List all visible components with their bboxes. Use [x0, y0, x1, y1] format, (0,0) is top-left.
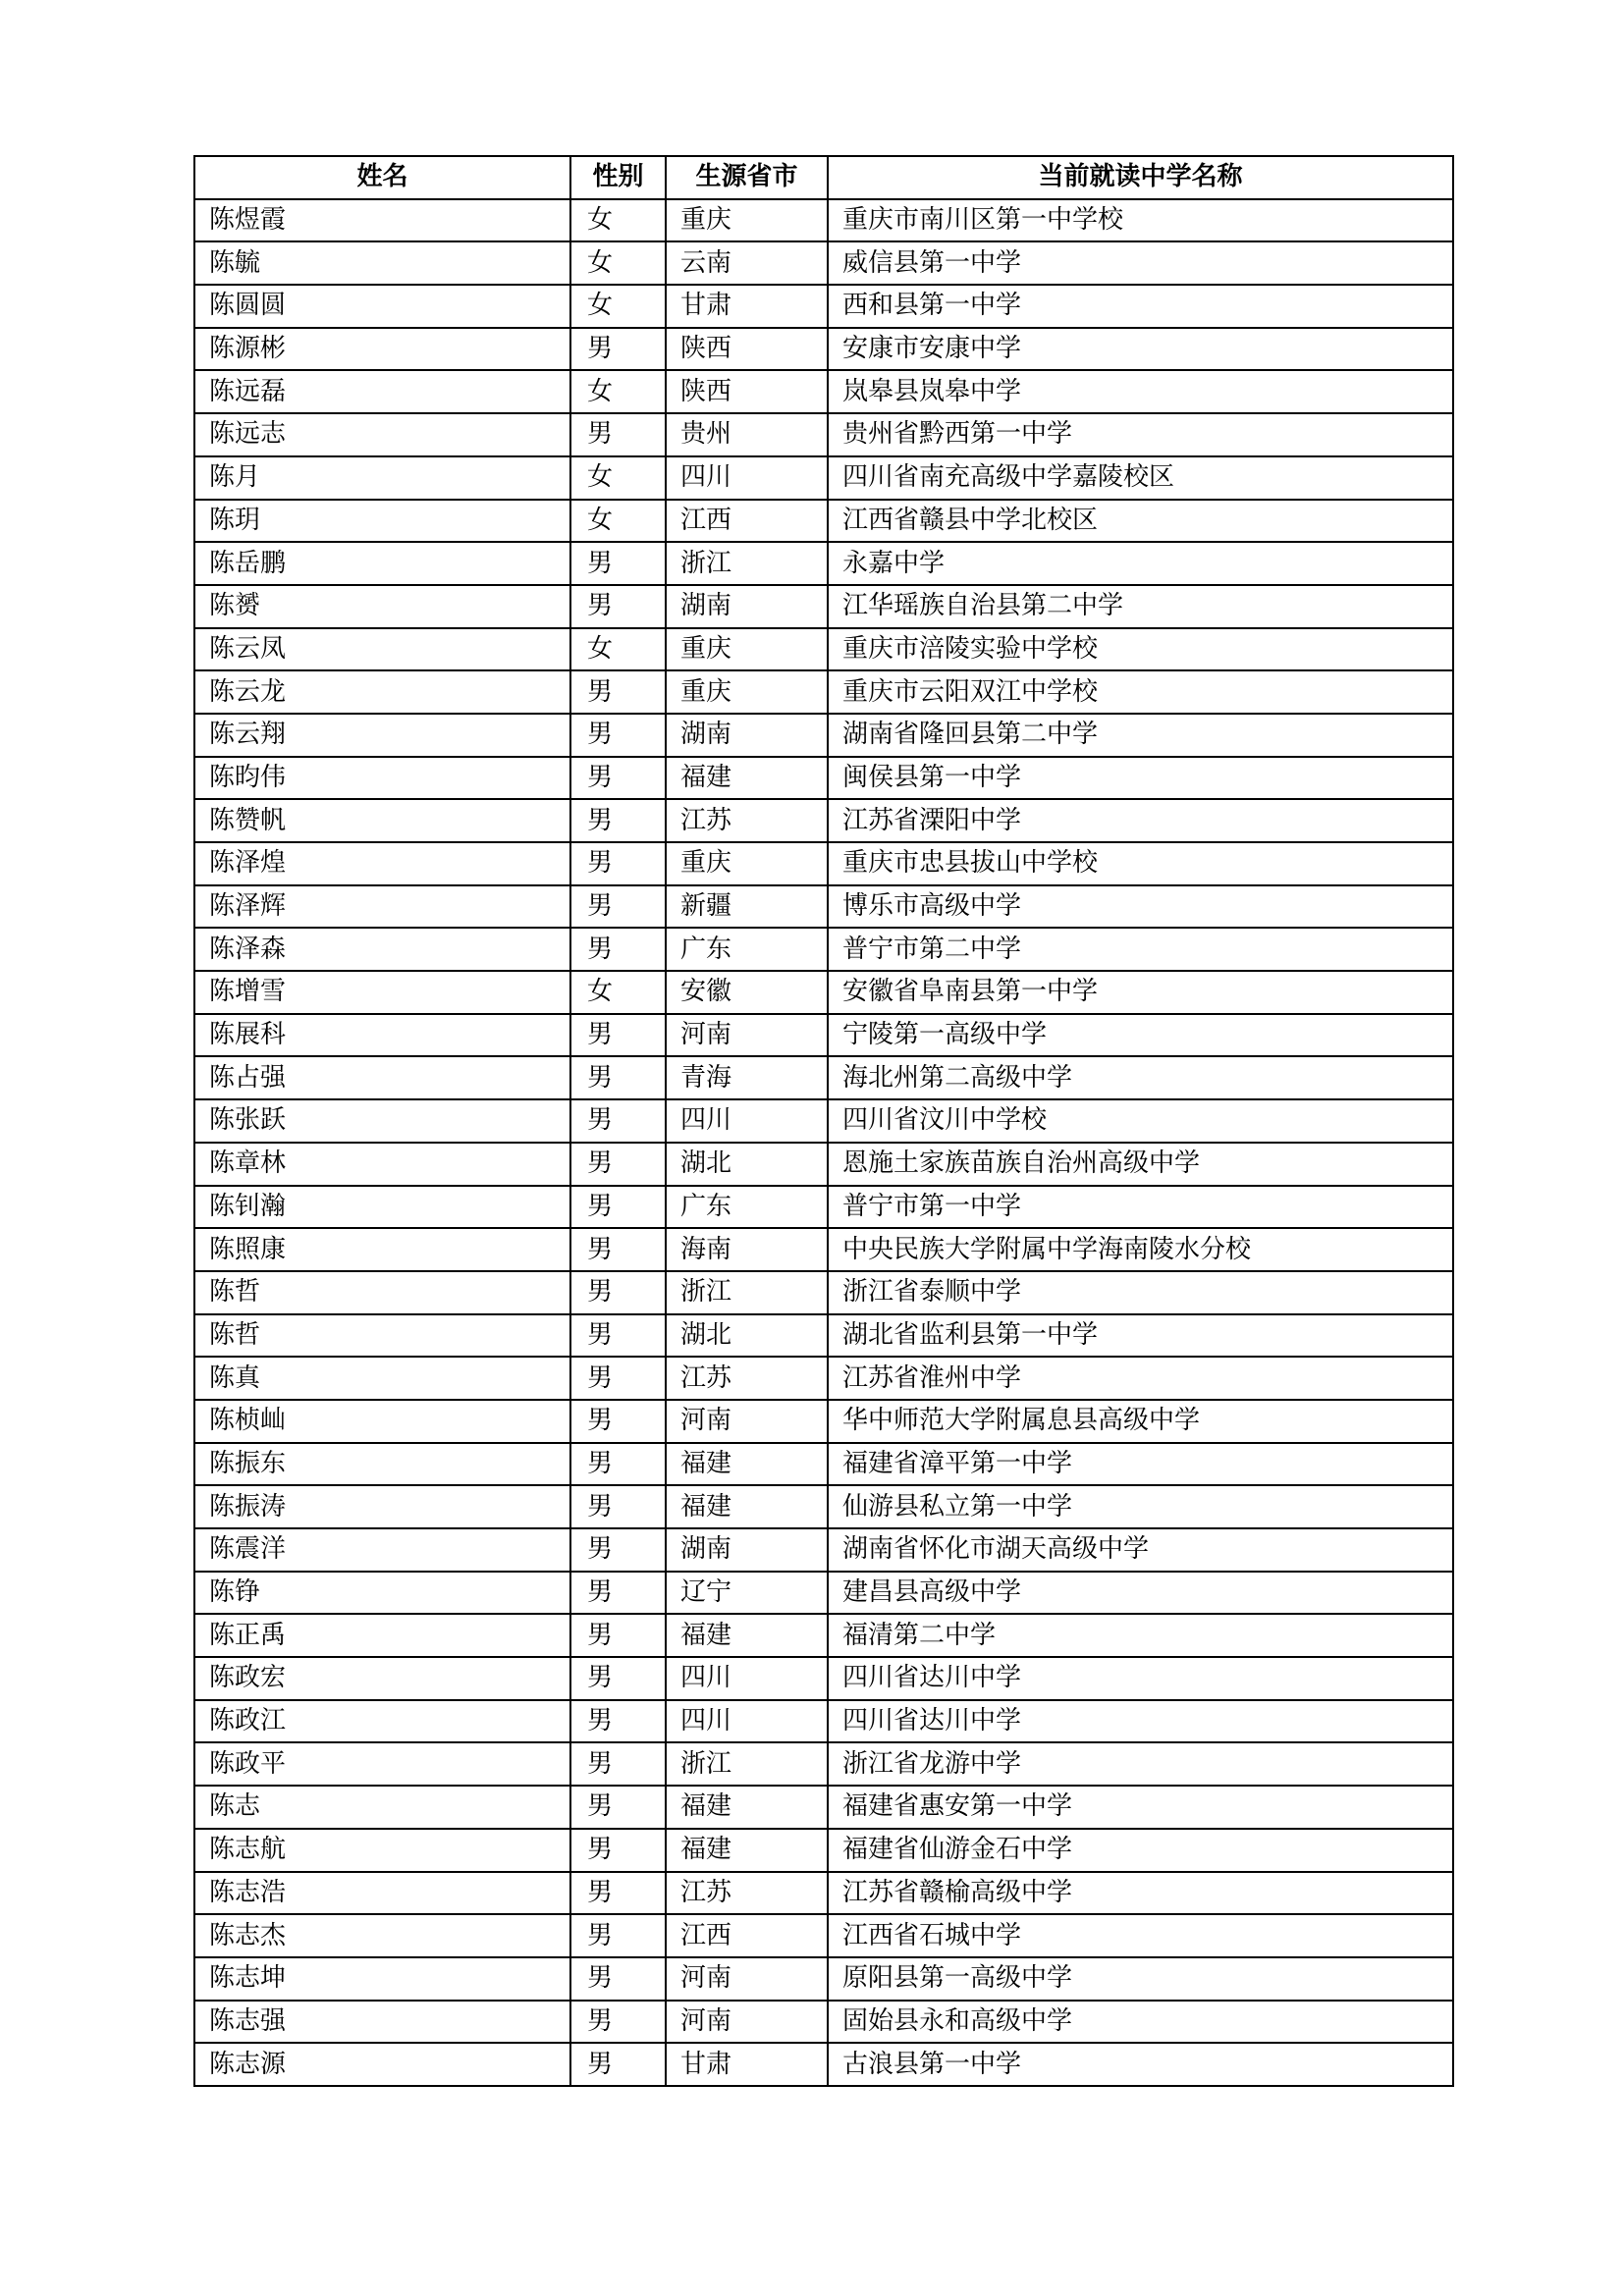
- cell-name: 陈振涛: [194, 1485, 570, 1528]
- cell-current-school: 博乐市高级中学: [828, 885, 1453, 929]
- cell-origin-province: 江西: [666, 1914, 828, 1957]
- cell-origin-province: 湖北: [666, 1143, 828, 1186]
- cell-current-school: 宁陵第一高级中学: [828, 1014, 1453, 1057]
- cell-gender: 男: [570, 1014, 666, 1057]
- cell-origin-province: 浙江: [666, 1271, 828, 1314]
- table-row: [194, 1614, 1453, 1657]
- cell-current-school: 江苏省赣榆高级中学: [828, 1872, 1453, 1915]
- cell-gender: 男: [570, 1914, 666, 1957]
- cell-name: 陈增雪: [194, 971, 570, 1014]
- cell-name: 陈展科: [194, 1014, 570, 1057]
- table-row: [194, 542, 1453, 585]
- table-row: [194, 370, 1453, 413]
- table-row: [194, 1186, 1453, 1229]
- cell-origin-province: 陕西: [666, 328, 828, 371]
- cell-origin-province: 辽宁: [666, 1572, 828, 1615]
- cell-origin-province: 河南: [666, 1400, 828, 1443]
- cell-name: 陈志: [194, 1786, 570, 1829]
- cell-origin-province: 四川: [666, 1700, 828, 1743]
- table-row: [194, 456, 1453, 500]
- cell-gender: 男: [570, 1228, 666, 1271]
- cell-origin-province: 江苏: [666, 1872, 828, 1915]
- cell-name: 陈张跃: [194, 1099, 570, 1143]
- cell-name: 陈泽辉: [194, 885, 570, 929]
- cell-gender: 男: [570, 1314, 666, 1358]
- table-row: [194, 1400, 1453, 1443]
- cell-name: 陈振东: [194, 1443, 570, 1486]
- cell-gender: 男: [570, 757, 666, 800]
- cell-gender: 男: [570, 670, 666, 714]
- cell-gender: 男: [570, 2043, 666, 2086]
- cell-name: 陈玥: [194, 500, 570, 543]
- cell-origin-province: 云南: [666, 241, 828, 285]
- cell-origin-province: 广东: [666, 1186, 828, 1229]
- cell-gender: 女: [570, 971, 666, 1014]
- cell-current-school: 恩施土家族苗族自治州高级中学: [828, 1143, 1453, 1186]
- table-row: [194, 413, 1453, 456]
- cell-origin-province: 海南: [666, 1228, 828, 1271]
- cell-current-school: 福建省漳平第一中学: [828, 1443, 1453, 1486]
- cell-current-school: 海北州第二高级中学: [828, 1056, 1453, 1099]
- cell-current-school: 江西省赣县中学北校区: [828, 500, 1453, 543]
- cell-name: 陈志航: [194, 1829, 570, 1872]
- table-row: [194, 1786, 1453, 1829]
- table-row: [194, 2001, 1453, 2044]
- cell-gender: 男: [570, 328, 666, 371]
- cell-gender: 女: [570, 199, 666, 242]
- cell-origin-province: 重庆: [666, 199, 828, 242]
- cell-current-school: 闽侯县第一中学: [828, 757, 1453, 800]
- cell-gender: 男: [570, 1143, 666, 1186]
- table-row: [194, 1228, 1453, 1271]
- cell-name: 陈岳鹏: [194, 542, 570, 585]
- cell-gender: 男: [570, 1056, 666, 1099]
- table-row: [194, 1099, 1453, 1143]
- cell-name: 陈政平: [194, 1742, 570, 1786]
- table-row: [194, 1528, 1453, 1572]
- table-row: [194, 1914, 1453, 1957]
- cell-name: 陈圆圆: [194, 285, 570, 328]
- table-row: [194, 500, 1453, 543]
- cell-gender: 男: [570, 714, 666, 757]
- cell-name: 陈哲: [194, 1314, 570, 1358]
- cell-gender: 男: [570, 1443, 666, 1486]
- table-row: [194, 328, 1453, 371]
- cell-name: 陈真: [194, 1357, 570, 1400]
- cell-current-school: 贵州省黔西第一中学: [828, 413, 1453, 456]
- cell-name: 陈志强: [194, 2001, 570, 2044]
- header-name: 姓名: [194, 156, 570, 199]
- student-roster-table: [193, 155, 1454, 2087]
- cell-gender: 男: [570, 885, 666, 929]
- table-row: [194, 1014, 1453, 1057]
- cell-current-school: 威信县第一中学: [828, 241, 1453, 285]
- cell-current-school: 西和县第一中学: [828, 285, 1453, 328]
- cell-gender: 男: [570, 1829, 666, 1872]
- cell-current-school: 固始县永和高级中学: [828, 2001, 1453, 2044]
- cell-current-school: 江苏省溧阳中学: [828, 799, 1453, 842]
- cell-name: 陈照康: [194, 1228, 570, 1271]
- table-row: [194, 1271, 1453, 1314]
- cell-origin-province: 江苏: [666, 1357, 828, 1400]
- cell-current-school: 永嘉中学: [828, 542, 1453, 585]
- cell-origin-province: 江苏: [666, 799, 828, 842]
- header-gender: 性别: [570, 156, 666, 199]
- cell-current-school: 四川省达川中学: [828, 1700, 1453, 1743]
- cell-gender: 男: [570, 1786, 666, 1829]
- cell-name: 陈云翔: [194, 714, 570, 757]
- cell-gender: 男: [570, 1357, 666, 1400]
- cell-current-school: 原阳县第一高级中学: [828, 1957, 1453, 2001]
- cell-current-school: 浙江省泰顺中学: [828, 1271, 1453, 1314]
- cell-name: 陈铮: [194, 1572, 570, 1615]
- cell-current-school: 普宁市第一中学: [828, 1186, 1453, 1229]
- cell-origin-province: 江西: [666, 500, 828, 543]
- cell-origin-province: 新疆: [666, 885, 828, 929]
- table-row: [194, 1742, 1453, 1786]
- cell-gender: 女: [570, 628, 666, 671]
- cell-current-school: 重庆市忠县拔山中学校: [828, 842, 1453, 885]
- cell-current-school: 福建省惠安第一中学: [828, 1786, 1453, 1829]
- table-row: [194, 1957, 1453, 2001]
- table-row: [194, 1143, 1453, 1186]
- cell-origin-province: 重庆: [666, 670, 828, 714]
- cell-name: 陈泽煌: [194, 842, 570, 885]
- cell-origin-province: 陕西: [666, 370, 828, 413]
- cell-name: 陈志源: [194, 2043, 570, 2086]
- cell-current-school: 福清第二中学: [828, 1614, 1453, 1657]
- cell-gender: 男: [570, 1271, 666, 1314]
- cell-name: 陈政宏: [194, 1657, 570, 1700]
- table-row: [194, 285, 1453, 328]
- cell-current-school: 安康市安康中学: [828, 328, 1453, 371]
- header-origin-province: 生源省市: [666, 156, 828, 199]
- table-row: [194, 1485, 1453, 1528]
- cell-origin-province: 甘肃: [666, 2043, 828, 2086]
- table-row: [194, 585, 1453, 628]
- cell-origin-province: 福建: [666, 757, 828, 800]
- cell-name: 陈源彬: [194, 328, 570, 371]
- table-row: [194, 628, 1453, 671]
- cell-name: 陈云龙: [194, 670, 570, 714]
- table-row: [194, 885, 1453, 929]
- cell-origin-province: 贵州: [666, 413, 828, 456]
- cell-name: 陈章林: [194, 1143, 570, 1186]
- cell-gender: 男: [570, 1572, 666, 1615]
- cell-current-school: 重庆市南川区第一中学校: [828, 199, 1453, 242]
- cell-current-school: 湖北省监利县第一中学: [828, 1314, 1453, 1358]
- cell-gender: 女: [570, 500, 666, 543]
- cell-name: 陈昀伟: [194, 757, 570, 800]
- cell-name: 陈毓: [194, 241, 570, 285]
- cell-name: 陈钊瀚: [194, 1186, 570, 1229]
- cell-name: 陈志坤: [194, 1957, 570, 2001]
- cell-gender: 男: [570, 2001, 666, 2044]
- table-row: [194, 928, 1453, 971]
- cell-current-school: 江西省石城中学: [828, 1914, 1453, 1957]
- cell-current-school: 重庆市涪陵实验中学校: [828, 628, 1453, 671]
- cell-gender: 女: [570, 241, 666, 285]
- cell-origin-province: 甘肃: [666, 285, 828, 328]
- cell-gender: 男: [570, 1742, 666, 1786]
- cell-gender: 男: [570, 1872, 666, 1915]
- cell-gender: 男: [570, 928, 666, 971]
- cell-origin-province: 四川: [666, 1657, 828, 1700]
- table-row: [194, 1700, 1453, 1743]
- cell-gender: 男: [570, 542, 666, 585]
- cell-origin-province: 四川: [666, 1099, 828, 1143]
- cell-origin-province: 湖南: [666, 585, 828, 628]
- cell-origin-province: 福建: [666, 1786, 828, 1829]
- cell-origin-province: 湖北: [666, 1314, 828, 1358]
- cell-current-school: 岚皋县岚皋中学: [828, 370, 1453, 413]
- header-current-school: 当前就读中学名称: [828, 156, 1453, 199]
- cell-origin-province: 福建: [666, 1443, 828, 1486]
- table-row: [194, 199, 1453, 242]
- cell-name: 陈占强: [194, 1056, 570, 1099]
- cell-name: 陈政江: [194, 1700, 570, 1743]
- cell-name: 陈煜霞: [194, 199, 570, 242]
- cell-current-school: 四川省达川中学: [828, 1657, 1453, 1700]
- cell-origin-province: 浙江: [666, 542, 828, 585]
- cell-origin-province: 河南: [666, 1957, 828, 2001]
- cell-gender: 男: [570, 1700, 666, 1743]
- cell-origin-province: 福建: [666, 1614, 828, 1657]
- table-row: [194, 1657, 1453, 1700]
- cell-name: 陈云凤: [194, 628, 570, 671]
- cell-gender: 男: [570, 1657, 666, 1700]
- table-header-row: [194, 156, 1453, 199]
- cell-gender: 女: [570, 456, 666, 500]
- cell-origin-province: 河南: [666, 1014, 828, 1057]
- cell-origin-province: 湖南: [666, 1528, 828, 1572]
- cell-gender: 女: [570, 285, 666, 328]
- table-row: [194, 1056, 1453, 1099]
- cell-current-school: 浙江省龙游中学: [828, 1742, 1453, 1786]
- table-row: [194, 842, 1453, 885]
- cell-gender: 男: [570, 413, 666, 456]
- table-body: [194, 199, 1453, 2086]
- cell-name: 陈远磊: [194, 370, 570, 413]
- cell-gender: 男: [570, 1614, 666, 1657]
- table-row: [194, 1572, 1453, 1615]
- cell-current-school: 江华瑶族自治县第二中学: [828, 585, 1453, 628]
- table-row: [194, 241, 1453, 285]
- cell-gender: 男: [570, 585, 666, 628]
- cell-name: 陈泽森: [194, 928, 570, 971]
- cell-current-school: 华中师范大学附属息县高级中学: [828, 1400, 1453, 1443]
- cell-name: 陈正禹: [194, 1614, 570, 1657]
- table-row: [194, 1314, 1453, 1358]
- cell-gender: 女: [570, 370, 666, 413]
- table-row: [194, 1443, 1453, 1486]
- cell-origin-province: 湖南: [666, 714, 828, 757]
- cell-origin-province: 重庆: [666, 628, 828, 671]
- table-row: [194, 714, 1453, 757]
- cell-name: 陈志杰: [194, 1914, 570, 1957]
- cell-gender: 男: [570, 799, 666, 842]
- cell-name: 陈赞帆: [194, 799, 570, 842]
- cell-gender: 男: [570, 1528, 666, 1572]
- cell-gender: 男: [570, 1957, 666, 2001]
- cell-gender: 男: [570, 1485, 666, 1528]
- table-row: [194, 799, 1453, 842]
- cell-origin-province: 安徽: [666, 971, 828, 1014]
- cell-name: 陈志浩: [194, 1872, 570, 1915]
- cell-current-school: 福建省仙游金石中学: [828, 1829, 1453, 1872]
- cell-name: 陈赟: [194, 585, 570, 628]
- cell-gender: 男: [570, 842, 666, 885]
- cell-origin-province: 福建: [666, 1829, 828, 1872]
- cell-name: 陈月: [194, 456, 570, 500]
- table-row: [194, 1872, 1453, 1915]
- cell-name: 陈哲: [194, 1271, 570, 1314]
- cell-current-school: 古浪县第一中学: [828, 2043, 1453, 2086]
- table-row: [194, 1829, 1453, 1872]
- cell-origin-province: 重庆: [666, 842, 828, 885]
- cell-origin-province: 四川: [666, 456, 828, 500]
- cell-name: 陈桢屾: [194, 1400, 570, 1443]
- cell-current-school: 四川省汶川中学校: [828, 1099, 1453, 1143]
- cell-current-school: 普宁市第二中学: [828, 928, 1453, 971]
- cell-current-school: 四川省南充高级中学嘉陵校区: [828, 456, 1453, 500]
- cell-origin-province: 青海: [666, 1056, 828, 1099]
- table-row: [194, 971, 1453, 1014]
- cell-current-school: 重庆市云阳双江中学校: [828, 670, 1453, 714]
- table-row: [194, 1357, 1453, 1400]
- table-row: [194, 2043, 1453, 2086]
- cell-origin-province: 福建: [666, 1485, 828, 1528]
- cell-origin-province: 广东: [666, 928, 828, 971]
- cell-origin-province: 河南: [666, 2001, 828, 2044]
- cell-current-school: 仙游县私立第一中学: [828, 1485, 1453, 1528]
- cell-current-school: 建昌县高级中学: [828, 1572, 1453, 1615]
- table-row: [194, 670, 1453, 714]
- cell-current-school: 安徽省阜南县第一中学: [828, 971, 1453, 1014]
- cell-current-school: 湖南省怀化市湖天高级中学: [828, 1528, 1453, 1572]
- cell-gender: 男: [570, 1099, 666, 1143]
- cell-gender: 男: [570, 1186, 666, 1229]
- cell-gender: 男: [570, 1400, 666, 1443]
- cell-name: 陈震洋: [194, 1528, 570, 1572]
- cell-name: 陈远志: [194, 413, 570, 456]
- cell-current-school: 江苏省淮州中学: [828, 1357, 1453, 1400]
- table-row: [194, 757, 1453, 800]
- cell-current-school: 中央民族大学附属中学海南陵水分校: [828, 1228, 1453, 1271]
- cell-current-school: 湖南省隆回县第二中学: [828, 714, 1453, 757]
- cell-origin-province: 浙江: [666, 1742, 828, 1786]
